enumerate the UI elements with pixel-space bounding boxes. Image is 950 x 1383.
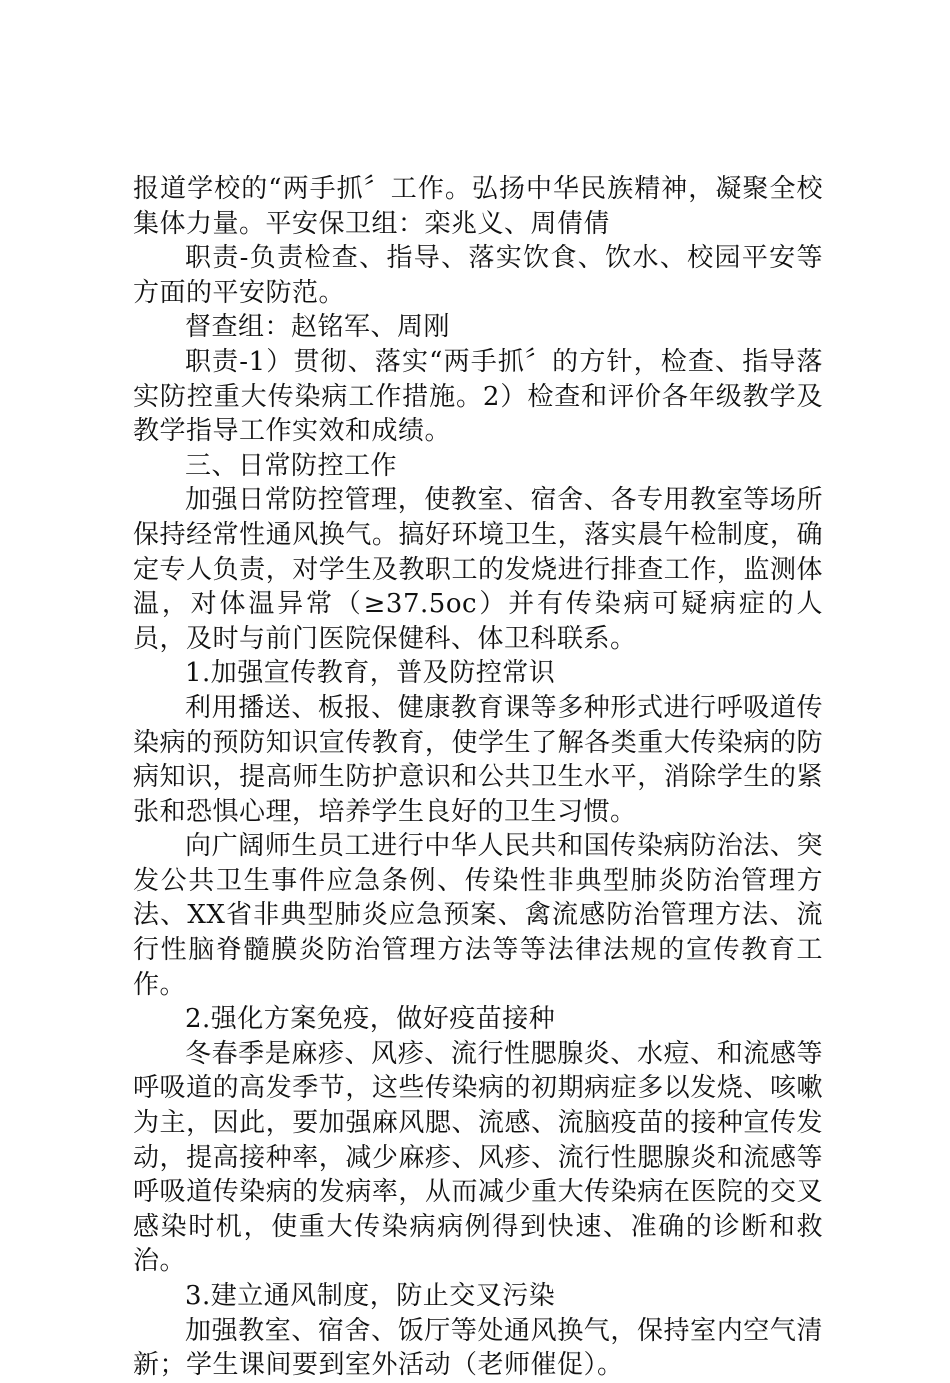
subheading-vaccination: 2.强化方案免疫，做好疫苗接种 bbox=[185, 1004, 556, 1035]
subheading-ventilation: 3.建立通风制度，防止交叉污染 bbox=[185, 1281, 556, 1311]
paragraph-laws-education: 向广阔师生员工进行中华人民共和国传染病防治法、突发公共卫生事件应急条例、传染性非典型肺炎防治管理方法、XX省非典型肺炎应急预案、禽流感防治管理方法、流行性脑脊髓膜炎防治管理方法等等法律法规的宣传教育工作。 bbox=[133, 831, 823, 1000]
paragraph-inspection-group: 督查组：赵铭军、周刚 bbox=[185, 312, 451, 343]
paragraph-publicity-education: 利用播送、板报、健康教育课等多种形式进行呼吸道传染病的预防知识宣传教育，使学生了解各类重大传染病的防病知识，提高师生防护意识和公共卫生水平，消除学生的紧张和恐惧心理，培养学生良好的卫生习惯。 bbox=[133, 692, 823, 827]
paragraph-inspection-duties: 职责-1）贯彻、落实“两手抓〞的方针，检查、指导落实防控重大传染病工作措施。2）检查和评价各年级教学及教学指导工作实效和成绩。 bbox=[133, 346, 823, 447]
subheading-publicity-education: 1.加强宣传教育，普及防控常识 bbox=[185, 658, 556, 689]
section-heading-daily-prevention: 三、日常防控工作 bbox=[185, 450, 398, 481]
paragraph-vaccination: 冬春季是麻疹、风疹、流行性腮腺炎、水痘、和流感等呼吸道的高发季节，这些传染病的初期病症多以发烧、咳嗽为主，因此，要加强麻风腮、流感、流脑疫苗的接种宣传发动，提高接种率，减少麻疹、风疹、流行性腮腺炎和流感等呼吸道传染病的发病率，从而减少重大传染病在医院的交叉感染时机，使重大传染病病例得到快速、准确的诊断和救治。 bbox=[133, 1038, 823, 1277]
document-body bbox=[133, 172, 823, 1383]
paragraph-ventilation: 加强教室、宿舍、饭厅等处通风换气，保持室内空气清新；学生课间要到室外活动（老师催促）。 bbox=[133, 1315, 823, 1381]
paragraph-security-duties: 职责-负责检查、指导、落实饮食、饮水、校园平安等方面的平安防范。 bbox=[133, 243, 823, 308]
paragraph-publicity-security: 报道学校的“两手抓〞工作。弘扬中华民族精神，凝聚全校集体力量。平安保卫组：栾兆义、周倩倩 bbox=[133, 174, 823, 239]
paragraph-daily-prevention: 加强日常防控管理，使教室、宿舍、各专用教室等场所保持经常性通风换气。搞好环境卫生，落实晨午检制度，确定专人负责，对学生及教职工的发烧进行排查工作，监测体温，对体温异常（≥37.5oc）并有传染病可疑病症的人员，及时与前门医院保健科、体卫科联系。 bbox=[133, 485, 823, 654]
